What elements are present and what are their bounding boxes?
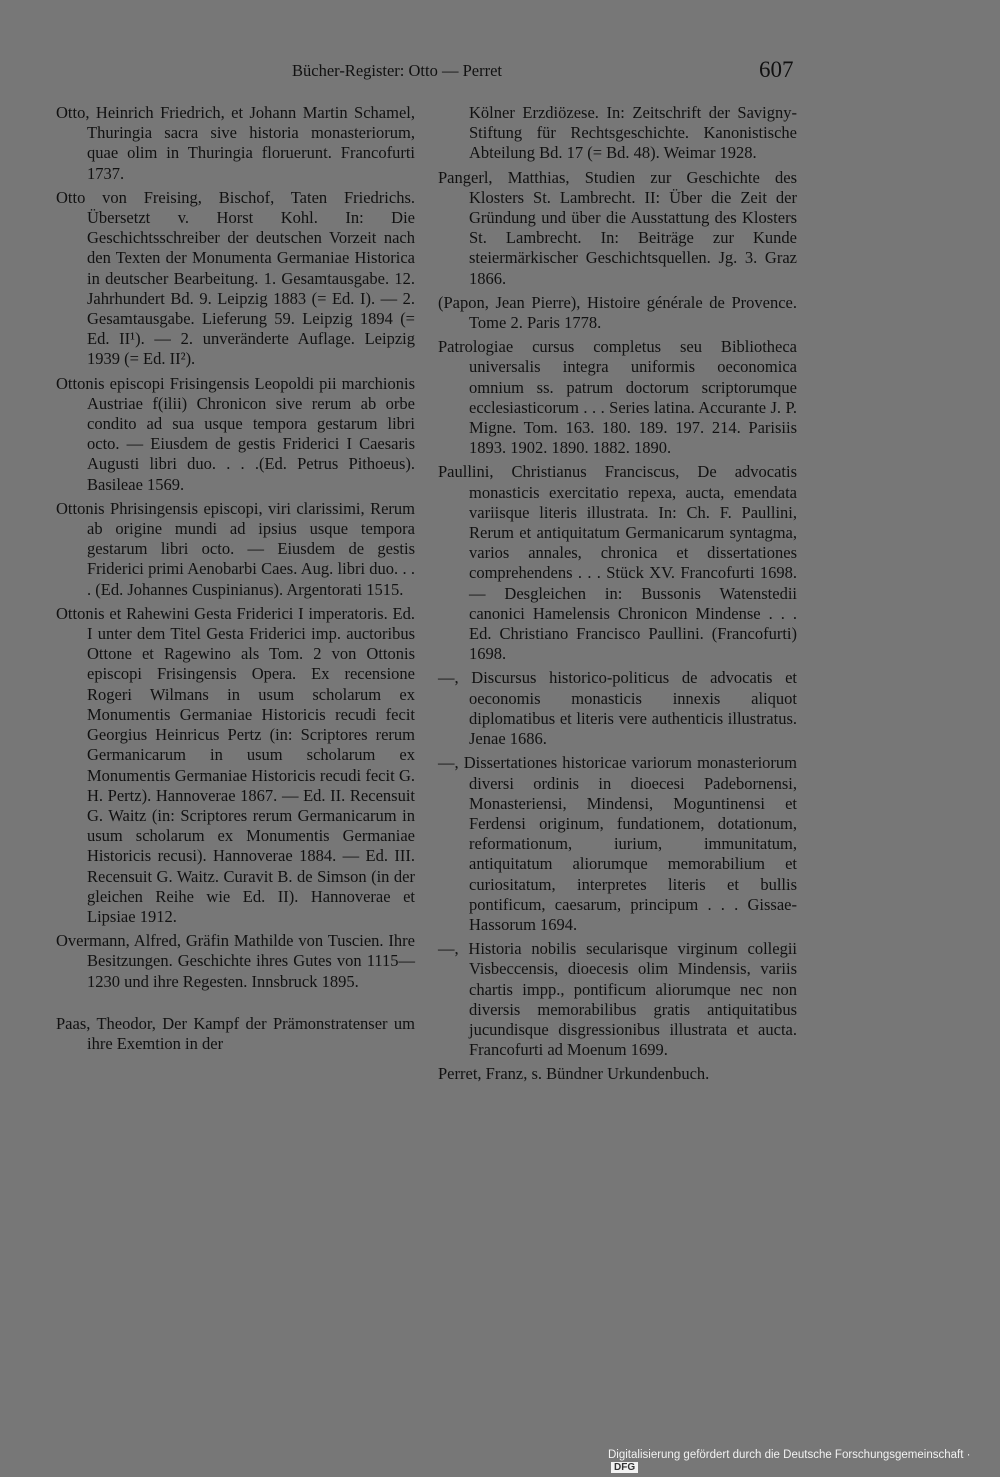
bib-entry: —, Discursus historico-politicus de advocatis et oeconomis monasticis innexis aliquot diplomatibus et literis vere authenticis illustratus. Jenae 1686. [438,668,797,749]
bib-entry: Perret, Franz, s. Bündner Urkundenbuch. [438,1064,710,1084]
page-header [0,57,1000,85]
bib-entry-continued: Kölner Erzdiözese. In: Zeitschrift der Savigny-Stiftung für Rechtsgeschichte. Kanonistische Abteilung Bd. 17 (= Bd. 48). Weimar 1928. [469,103,797,163]
bib-entry: Otto von Freising, Bischof, Taten Friedrichs. Übersetzt v. Horst Kohl. In: Die Geschichtsschreiber der deutschen Vorzeit nach den Texten der Monumenta Germaniae Historica in deutscher Bearbeitung. 1. Gesamtausgabe. 12. Jahrhundert Bd. 9. Leipzig 1883 (= Ed. I). — 2. Gesamtausgabe. Lieferung 59. Leipzig 1894 (= Ed. II¹). — 2. unveränderte Auflage. Leipzig 1939 (= Ed. II²). [56,187,415,369]
page-number: 607 [759,57,794,82]
bib-entry: —, Dissertationes historicae variorum monasteriorum diversi ordinis in dioecesi Padebornensi, Monasteriensi, Mindensi, Moguntinensi et Ferdensi originum, fundationem, dotationum, reformationum, iurium, immunitatum, antiquitatum aliorumque memorabilium et curiositatum, interpretes literis et bullis pontificum, caesarum, principum . . . Gissae-Hassorum 1694. [438,753,797,934]
bib-entry: Otto, Heinrich Friedrich, et Johann Martin Schamel, Thuringia sacra sive historia monasteriorum, quae olim in Thuringia floruerunt. Francofurti 1737. [56,103,415,183]
digitization-footer [608,1449,1000,1473]
bib-entry: Ottonis Phrisingensis episcopi, viri clarissimi, Rerum ab origine mundi ad ipsius usque tempora gestarum libri octo. — Eiusdem de gestis Friderici primi Aenobarbi Caes. Aug. libri duo. . . . (Ed. Johannes Cuspinianus). Argentorati 1515. [56,498,415,599]
bib-entry: Paullini, Christianus Franciscus, De advocatis monasticis exercitatio repexa, aucta, emendata variisque literis illustrata. In: Ch. F. Paullini, Rerum et antiquitatum Germanicarum syntagma, varios annales, chronica et dissertationes comprehendens . . . Stück XV. Francofurti 1698. — Desgleichen in: Bussonis Watenstedii canonici Hamelensis Chronicon Mindense . . . Ed. Christiano Francisco Paullini. (Francofurti) 1698. [438,462,797,664]
bib-entry: Ottonis et Rahewini Gesta Friderici I imperatoris. Ed. I unter dem Titel Gesta Friderici imp. auctoribus Ottone et Ragewino als Tom. 2 von Ottonis episcopi Frisingensis Opera. Ex recensione Rogeri Wilmans in usum scholarum ex Monumentis Germaniae Historicis recudi fecit Georgius Heinricus Pertz (in: Scriptores rerum Germanicarum in usum scholarum ex Monumentis Germaniae Historicis recudi fecit G. H. Pertz). Hannoverae 1867. — Ed. II. Recensuit G. Waitz (in: Scriptores rerum Germanicarum in usum scholarum ex Monumentis Germaniae Historicis recusi). Hannoverae 1884. — Ed. III. Recensuit G. Waitz. Curavit B. de Simson (in der gleichen Reihe wie Ed. II). Hannoverae et Lipsiae 1912. [56,603,415,926]
bib-entry: Patrologiae cursus completus seu Bibliotheca universalis integra uniformis oeconomica omnium ss. patrum doctorum scriptorumque ecclesiasticorum . . . Series latina. Accurante J. P. Migne. Tom. 163. 180. 189. 197. 214. Parisiis 1893. 1902. 1890. 1882. 1890. [438,337,797,458]
bib-entry: Pangerl, Matthias, Studien zur Geschichte des Klosters St. Lambrecht. II: Über die Zeit der Gründung und über die Ausstattung des Klosters St. Lambrecht. In: Beiträge zur Kunde steiermärkischer Geschichtsquellen. Jg. 3. Graz 1866. [438,167,797,288]
dfg-logo-icon: DFG [611,1462,638,1473]
bib-entry: Paas, Theodor, Der Kampf der Prämonstratenser um ihre Exemtion in der [56,1013,415,1053]
bib-entry: —, Historia nobilis secularisque virginum collegii Visbeccensis, dioecesis olim Mindensis, variis chartis impp., pontificum aliorumque nec non diversis memorabilibus gratis antiquitatibus jucundisque disgressionibus illustrata et aucta. Francofurti ad Moenum 1699. [438,939,797,1060]
bib-entry: Overmann, Alfred, Gräfin Mathilde von Tuscien. Ihre Besitzungen. Geschichte ihres Gutes von 1115—1230 und ihre Regesten. Innsbruck 1895. [56,931,415,991]
left-column [56,103,415,1058]
bib-entry: (Papon, Jean Pierre), Histoire générale de Provence. Tome 2. Paris 1778. [438,292,797,333]
bib-entry: Ottonis episcopi Frisingensis Leopoldi pii marchionis Austriae f(ilii) Chronicon sive rerum ab orbe condito ad sua usque tempora gestarum libri octo. — Eiusdem de gestis Friderici I Caesaris Augusti libri duo. . . .(Ed. Petrus Pithoeus). Basileae 1569. [56,373,415,494]
running-title: Bücher-Register: Otto — Perret [292,61,502,80]
footer-text: Digitalisierung gefördert durch die Deutsche Forschungsgemeinschaft · [608,1449,971,1461]
right-column [438,103,797,1089]
